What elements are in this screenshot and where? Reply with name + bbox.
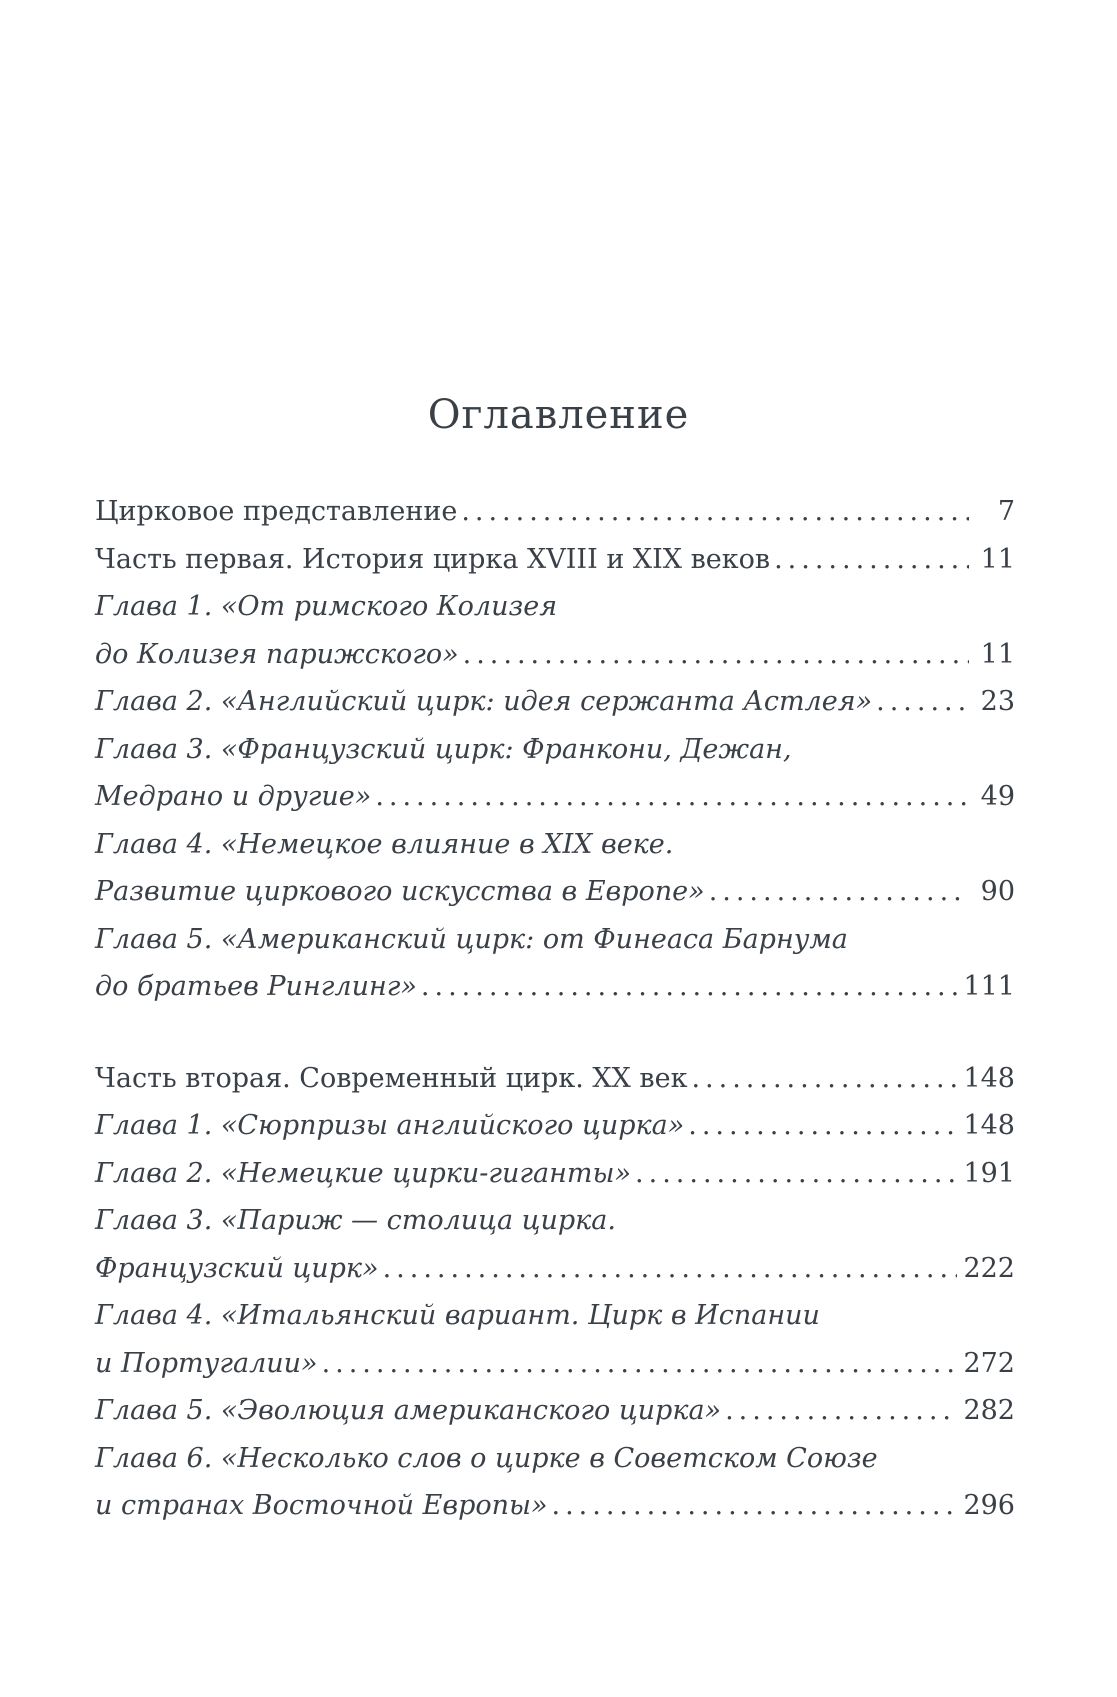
toc-entry-line [95, 821, 1015, 869]
toc-entry [95, 1387, 1015, 1435]
toc-page-number: 11 [980, 543, 1015, 575]
toc-entry-line [95, 916, 1015, 964]
toc-page-number: 191 [963, 1157, 1015, 1189]
toc-entry-line [95, 1055, 1015, 1103]
dot-leader [383, 1245, 958, 1293]
dot-leader [709, 868, 969, 916]
toc-entry [95, 1102, 1015, 1150]
toc-entry-text: Глава 6. «Несколько слов о цирке в Советском Союзе [95, 1442, 878, 1474]
toc-entry-line [95, 1435, 1015, 1483]
toc-entry-text: Глава 4. «Итальянский вариант. Цирк в Испании [95, 1300, 820, 1331]
toc-page-number: 282 [963, 1395, 1015, 1426]
toc-entry [95, 1150, 1015, 1198]
dot-leader [375, 773, 969, 821]
toc-entry-line [95, 726, 1015, 774]
toc-page-number: 148 [963, 1062, 1015, 1094]
toc-entry-text: Глава 1. «Сюрпризы английского цирка» [95, 1110, 685, 1141]
toc-entry-line [95, 536, 1015, 584]
toc-entry-text: Глава 3. «Французский цирк: Франкони, Дежан, [95, 733, 792, 765]
toc-page-number: 90 [980, 876, 1015, 907]
toc-entry [95, 1292, 1015, 1387]
toc-entry-line [95, 1292, 1015, 1340]
toc-entry-text: Часть вторая. Современный цирк. XX век [95, 1062, 688, 1094]
toc-entry-line [95, 583, 1015, 631]
dot-leader [635, 1150, 957, 1198]
toc-entry [95, 726, 1015, 821]
toc-entry-text: Глава 2. «Немецкие цирки-гиганты» [95, 1157, 632, 1189]
toc-entry [95, 821, 1015, 916]
toc-entry [95, 536, 1015, 584]
toc-page-number: 296 [963, 1490, 1015, 1521]
toc-entry-text: Медрано и другие» [95, 781, 372, 812]
dot-leader [725, 1387, 957, 1435]
toc-entry [95, 1435, 1015, 1530]
toc-entry-text: Французский цирк» [95, 1252, 379, 1284]
toc-page-number: 148 [963, 1110, 1015, 1141]
toc-page-number: 7 [997, 496, 1015, 527]
toc-entry-text: до братьев Ринглинг» [95, 971, 417, 1002]
dot-leader [552, 1482, 958, 1530]
toc-section [95, 1055, 1015, 1530]
toc-entry [95, 583, 1015, 678]
toc-entry-text: Часть первая. История цирка XVIII и XIX веков [95, 543, 771, 575]
toc-entry-text: Глава 4. «Немецкое влияние в XIX веке. [95, 828, 674, 860]
toc-entry-line [95, 1482, 1015, 1530]
toc-page-number: 222 [963, 1252, 1015, 1284]
toc-entry-text: Глава 5. «Эволюция американского цирка» [95, 1395, 722, 1426]
dot-leader [691, 1055, 957, 1103]
toc-entry-text: Глава 2. «Английский цирк: идея сержанта Астлея» [95, 686, 873, 717]
toc-title: Оглавление [427, 392, 690, 438]
toc-entry-line [95, 1245, 1015, 1293]
dot-leader [774, 536, 969, 584]
toc-entry-line [95, 963, 1015, 1011]
toc-entry-text: Цирковое представление [95, 496, 458, 527]
toc-entry-text: и Португалии» [95, 1347, 318, 1379]
toc-entry-line [95, 1150, 1015, 1198]
toc-entry [95, 488, 1015, 536]
toc-entry-text: Глава 3. «Париж — столица цирка. [95, 1205, 616, 1236]
dot-leader [876, 678, 969, 726]
toc-section [95, 488, 1015, 1011]
toc-entry-text: до Колизея парижского» [95, 638, 459, 670]
toc-entry-line [95, 868, 1015, 916]
toc-entry-line [95, 1387, 1015, 1435]
toc-entry-line [95, 773, 1015, 821]
toc-page-number: 111 [963, 971, 1015, 1002]
toc-entry-line [95, 1340, 1015, 1388]
toc-page-number: 272 [963, 1347, 1015, 1379]
toc-page-number: 49 [980, 781, 1015, 812]
toc-entry-text: Глава 1. «От римского Колизея [95, 591, 558, 622]
toc-entry-line [95, 1102, 1015, 1150]
toc-page-number: 23 [980, 686, 1015, 717]
toc-entry [95, 916, 1015, 1011]
toc-entry-text: и странах Восточной Европы» [95, 1490, 548, 1521]
toc-entry-line [95, 678, 1015, 726]
toc-entry [95, 678, 1015, 726]
toc-entry [95, 1055, 1015, 1103]
toc-entry-line [95, 1197, 1015, 1245]
toc-entry-text: Глава 5. «Американский цирк: от Финеаса Барнума [95, 923, 848, 955]
toc-page-number: 11 [980, 638, 1015, 670]
dot-leader [421, 963, 958, 1011]
toc-entry-line [95, 631, 1015, 679]
toc-entry-line [95, 488, 1015, 536]
toc-entry [95, 1197, 1015, 1292]
toc-entry-text: Развитие циркового искусства в Европе» [95, 876, 705, 907]
dot-leader [688, 1102, 957, 1150]
dot-leader [322, 1340, 958, 1388]
table-of-contents [95, 488, 1015, 1530]
dot-leader [461, 488, 969, 536]
dot-leader [463, 631, 969, 679]
